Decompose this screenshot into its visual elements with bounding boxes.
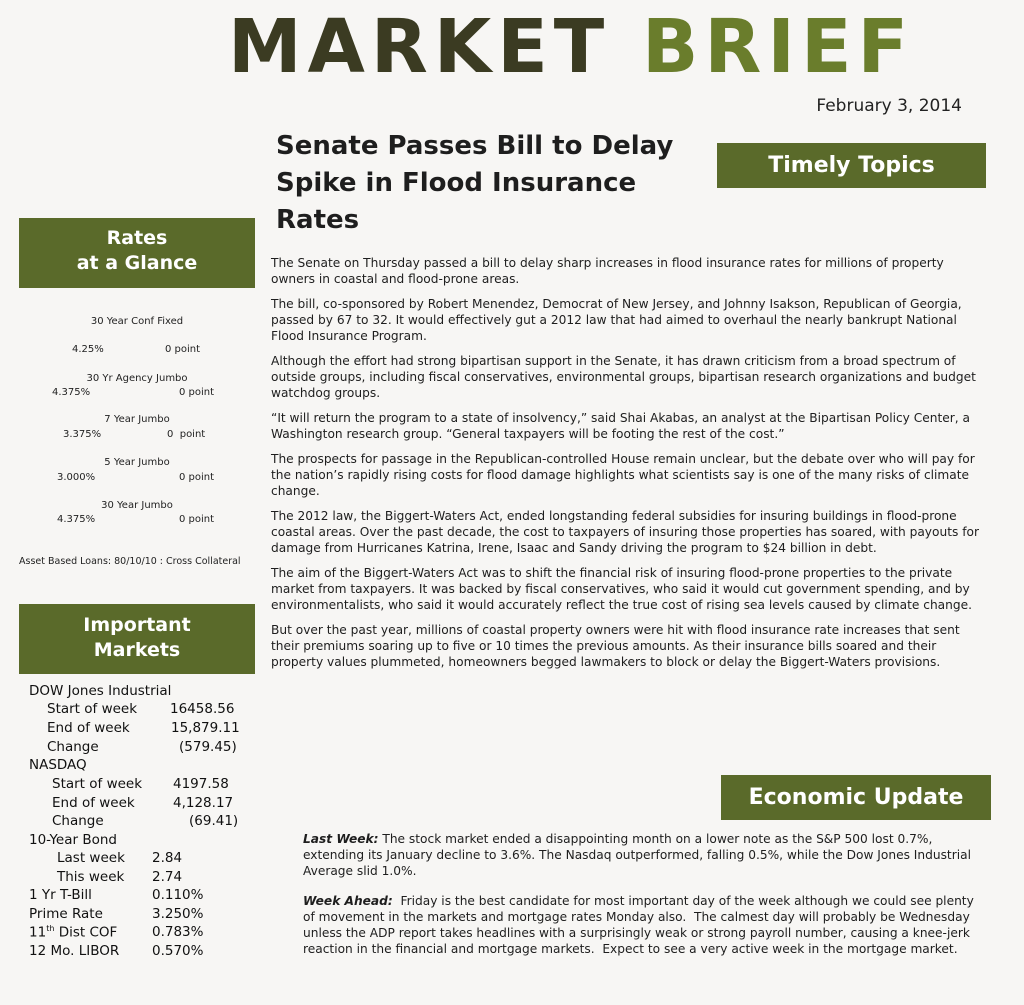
article-paragraph: The aim of the Biggert-Waters Act was to shift the financial risk of insuring flood-prone properties to the private market from taxpayers. It was backed by fiscal conservatives, who said it would cut government spending, and by environmentalists, who said it would accurately reflect the true cost of rising sea levels caused by climate change. — [271, 566, 972, 612]
market-name-dow: DOW Jones Industrial — [29, 683, 172, 699]
market-value: 2.84 — [152, 850, 183, 866]
timely-topics-header: Timely Topics — [717, 143, 986, 188]
market-label: This week — [57, 869, 125, 885]
rate-value: 3.375% — [63, 429, 102, 440]
market-value: (69.41) — [189, 813, 239, 829]
rate-change: 0 point — [165, 344, 201, 355]
market-label: Last week — [57, 850, 125, 866]
article-paragraph: “It will return the program to a state of insolvency,” said Shai Akabas, an analyst at the Bipartisan Policy Center, a Washington research group. “General taxpayers will be footing the rest of the cost.” — [271, 411, 970, 441]
market-value: (579.45) — [179, 739, 237, 755]
article-body — [271, 255, 981, 679]
rate-value: 4.375% — [57, 514, 96, 525]
markets-header — [19, 604, 255, 674]
last-week-paragraph: Last Week: The stock market ended a disappointing month on a lower note as the S&P 500 lost 0.7%, extending its January decline to 3.6%. The Nasdaq outperformed, falling 0.5%, while the Dow Jones Industrial Average slid 1.0%. — [303, 832, 971, 878]
rate-label: 30 Yr Agency Jumbo — [86, 373, 188, 384]
market-value: 0.783% — [152, 924, 204, 940]
masthead-word-brief: BRIEF — [642, 4, 915, 90]
economic-update-header: Economic Update — [721, 775, 991, 820]
rates-header-line1: Rates — [106, 227, 168, 249]
rates-header-line2: at a Glance — [76, 252, 198, 274]
article-headline: Senate Passes Bill to Delay Spike in Flood Insurance Rates — [276, 131, 674, 235]
market-label: Change — [52, 813, 104, 829]
markets-header-line2: Markets — [93, 639, 181, 661]
week-ahead-label: Week Ahead: — [303, 894, 393, 908]
rate-value: 4.375% — [52, 387, 91, 398]
article-paragraph: But over the past year, millions of coastal property owners were hit with flood insurance rate increases that sent their premiums soaring up to five or 10 times the previous amounts. As their insurance bills soared and their property values plummeted, homeowners begged lawmakers to block or delay the Biggert-Waters provisions. — [271, 623, 960, 669]
market-name-prime: Prime Rate — [29, 906, 103, 922]
markets-header-line1: Important — [83, 614, 191, 636]
week-ahead-paragraph: Week Ahead: Friday is the best candidate for most important day of the week although we could see plenty of movement in the markets and mortgage rates Monday also. The calmest day will probably be Wednesday unless the ADP report takes headlines with a surprisingly weak or strong payroll number, causing a knee-jerk reaction in the financial and mortgage markets. Expect to see a very active week in the mortgage market. — [303, 894, 978, 956]
article-paragraph: The bill, co-sponsored by Robert Menendez, Democrat of New Jersey, and Johnny Isakson, Republican of Georgia, passed by 67 to 32. It would effectively gut a 2012 law that had aimed to overhaul the nearly bankrupt National Flood Insurance Program. — [271, 297, 962, 343]
market-value: 16458.56 — [170, 701, 235, 717]
market-label: End of week — [47, 720, 130, 736]
market-label: Start of week — [52, 776, 143, 792]
rate-value: 4.25% — [72, 344, 104, 355]
rate-value: 3.000% — [57, 472, 96, 483]
market-name-bond: 10-Year Bond — [29, 832, 117, 848]
asset-based-loans-note: Asset Based Loans: 80/10/10 : Cross Collateral — [19, 556, 241, 567]
market-name-tbill: 1 Yr T-Bill — [29, 887, 92, 903]
market-value: 15,879.11 — [171, 720, 240, 736]
issue-date: February 3, 2014 — [816, 96, 962, 116]
market-value: 3.250% — [152, 906, 204, 922]
rate-change: 0 point — [179, 514, 215, 525]
market-name-nasdaq: NASDAQ — [29, 757, 87, 773]
article-paragraph: The 2012 law, the Biggert-Waters Act, ended longstanding federal subsidies for insuring buildings in flood-prone coastal areas. Over the past decade, the cost to taxpayers of insuring those properties has soared, with payouts for damage from Hurricanes Katrina, Irene, Isaac and Sandy driving the program to $24 billion in debt. — [271, 509, 979, 555]
market-value: 0.570% — [152, 943, 204, 959]
market-value: 4197.58 — [173, 776, 229, 792]
article-paragraph: The Senate on Thursday passed a bill to delay sharp increases in flood insurance rates for millions of property owners in coastal and flood-prone areas. — [271, 256, 944, 286]
rate-label: 30 Year Conf Fixed — [90, 316, 184, 327]
rate-label: 5 Year Jumbo — [104, 457, 170, 468]
last-week-label: Last Week: — [303, 832, 379, 846]
market-value: 4,128.17 — [173, 795, 234, 811]
article-paragraph: The prospects for passage in the Republican-controlled House remain unclear, but the debate over who will pay for the nation’s rapidly rising costs for flood damage highlights what scientists say is one of the many risks of climate change. — [271, 452, 975, 498]
rates-header — [19, 218, 255, 288]
rate-change: 0 point — [179, 472, 215, 483]
masthead-word-market: MARKET — [228, 4, 611, 90]
masthead-title — [228, 2, 914, 92]
market-name-cof: 11th Dist COF — [29, 924, 118, 941]
market-name-libor: 12 Mo. LIBOR — [29, 943, 120, 959]
market-label: End of week — [52, 795, 135, 811]
rate-change: 0 point — [179, 387, 215, 398]
rate-label: 30 Year Jumbo — [101, 500, 173, 511]
market-value: 0.110% — [152, 887, 204, 903]
economic-update-body — [303, 831, 978, 971]
rate-label: 7 Year Jumbo — [104, 414, 170, 425]
market-value: 2.74 — [152, 869, 183, 885]
market-label: Start of week — [47, 701, 138, 717]
rate-change: 0 point — [167, 429, 206, 440]
market-label: Change — [47, 739, 99, 755]
article-paragraph: Although the effort had strong bipartisan support in the Senate, it has drawn criticism from a broad spectrum of outside groups, including fiscal conservatives, environmental groups, bipartisan research organizations and budget watchdog groups. — [271, 354, 976, 400]
